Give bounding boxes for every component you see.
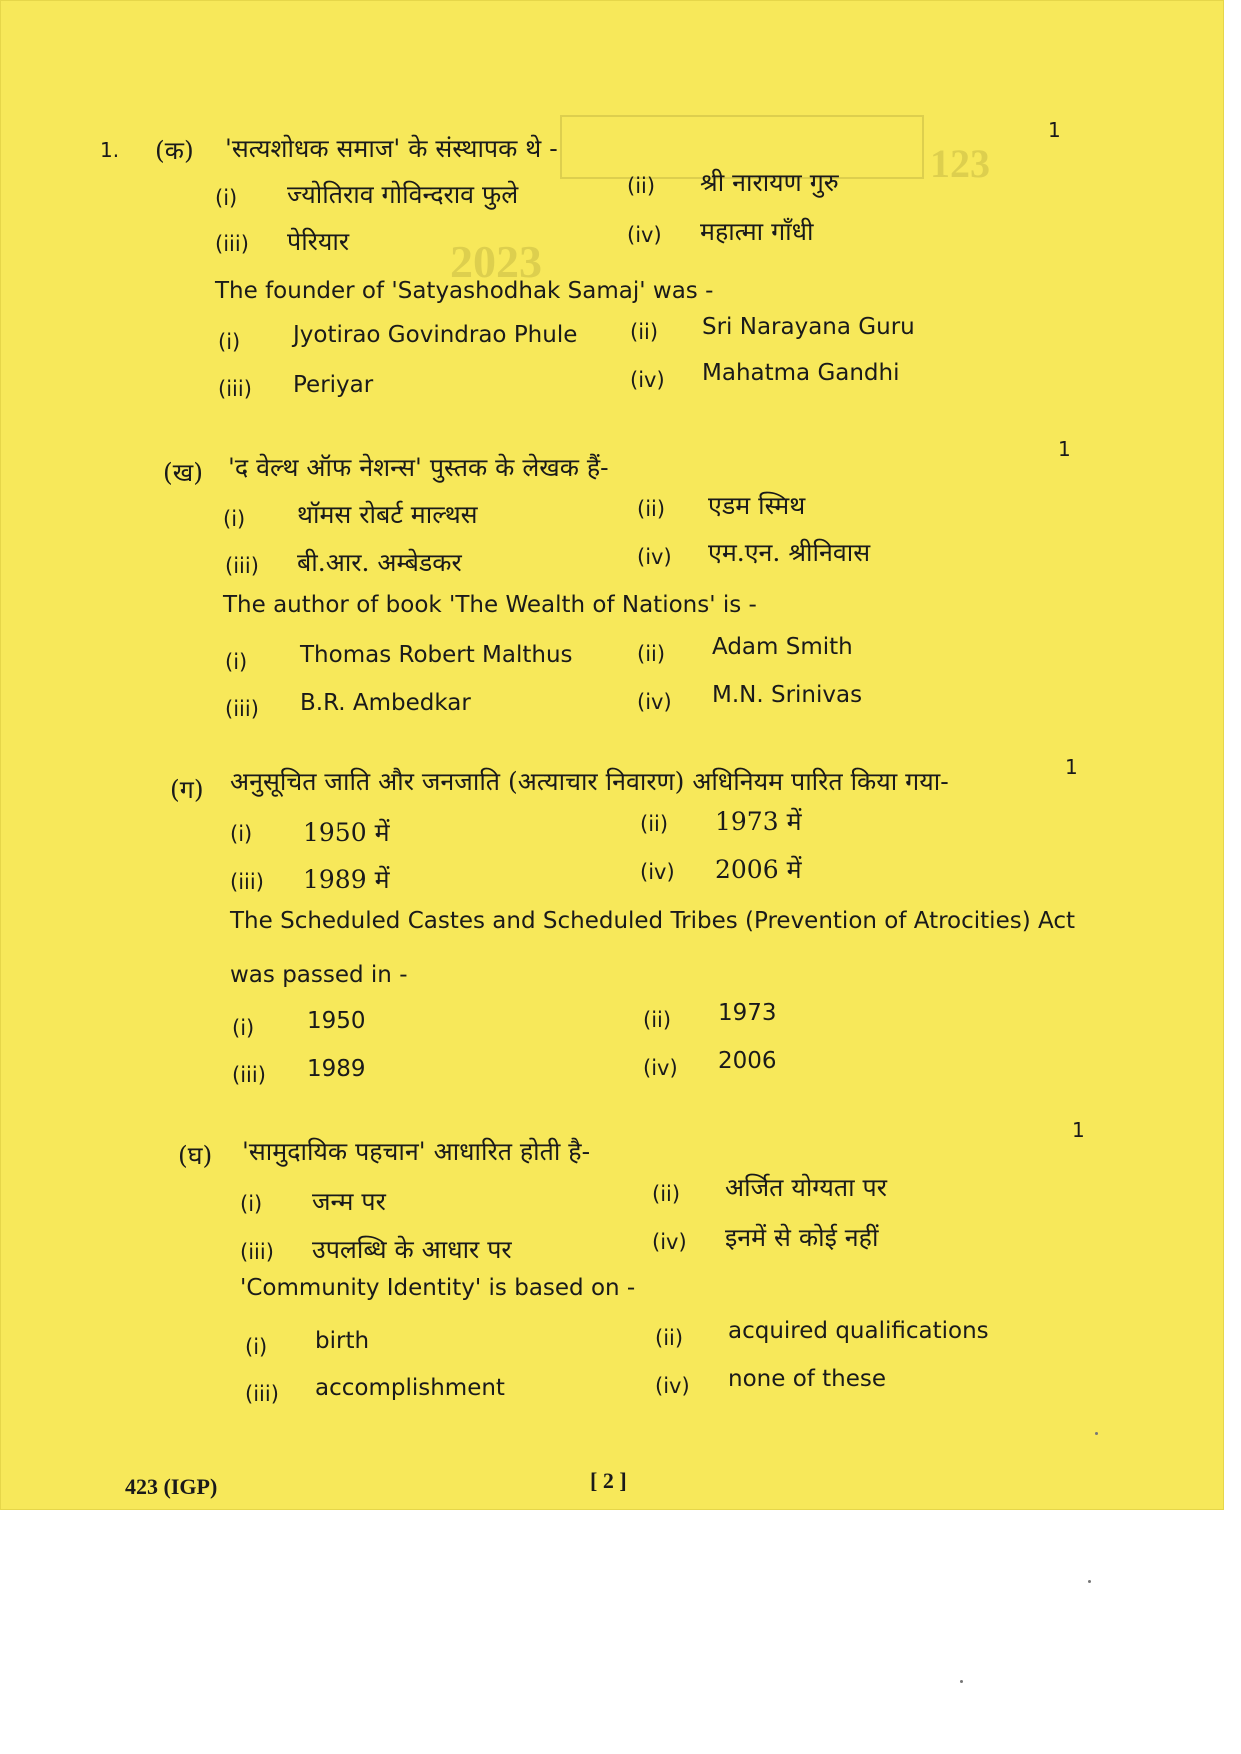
option-text-hindi: थॉमस रोबर्ट माल्थस [297, 500, 478, 529]
option-number: (i) [245, 1335, 268, 1359]
option-number: (ii) [652, 1182, 681, 1206]
option-text-hindi: अर्जित योग्यता पर [725, 1173, 887, 1202]
option-number: (iii) [230, 870, 264, 894]
option-text-hindi: बी.आर. अम्बेडकर [297, 548, 462, 577]
option-number: (iii) [218, 377, 252, 401]
option-text-hindi: महात्मा गाँधी [700, 217, 814, 246]
option-number: (i) [218, 330, 241, 354]
option-number: (iv) [643, 1056, 678, 1080]
option-number: (i) [240, 1192, 263, 1216]
option-text-english: Jyotirao Govindrao Phule [293, 322, 578, 348]
option-number: (ii) [637, 642, 666, 666]
option-text-hindi: 1989 में [303, 865, 390, 894]
page-number: [ 2 ] [590, 1468, 627, 1493]
marks: 1 [1065, 755, 1078, 779]
scan-speck [960, 1680, 963, 1683]
option-text-hindi: इनमें से कोई नहीं [725, 1223, 879, 1252]
option-text-hindi: पेरियार [287, 227, 350, 256]
question-text-hindi: 'द वेल्थ ऑफ नेशन्स' पुस्तक के लेखक हैं- [228, 453, 609, 482]
option-number: (i) [230, 822, 253, 846]
question-text-hindi: 'सत्यशोधक समाज' के संस्थापक थे - [225, 134, 558, 163]
option-text-hindi: ज्योतिराव गोविन्दराव फुले [287, 180, 519, 209]
option-text-english: 1950 [307, 1008, 366, 1034]
option-text-english: birth [315, 1328, 370, 1354]
option-text-english: Periyar [293, 372, 374, 398]
option-number: (i) [225, 650, 248, 674]
option-text-english: acquired qualifications [728, 1318, 989, 1344]
show-through-text: 123 [930, 141, 990, 186]
option-text-hindi: जन्म पर [312, 1187, 386, 1216]
option-number: (ii) [643, 1008, 672, 1032]
option-text-hindi: 2006 में [715, 855, 802, 884]
option-text-english: accomplishment [315, 1375, 505, 1401]
option-number: (ii) [655, 1326, 684, 1350]
option-text-english: none of these [728, 1366, 887, 1392]
option-text-english: Mahatma Gandhi [702, 360, 900, 386]
option-number: (iii) [225, 697, 259, 721]
question-text-english: 'Community Identity' is based on - [240, 1275, 636, 1301]
scan-speck [1088, 1580, 1091, 1583]
show-through-text: 2023 [450, 236, 542, 287]
question-text-english: The author of book 'The Wealth of Nations' is - [223, 592, 757, 618]
option-text-english: Adam Smith [712, 634, 853, 660]
question-text-english-cont: was passed in - [230, 962, 408, 988]
option-text-english: B.R. Ambedkar [300, 690, 471, 716]
part-label: (ग) [170, 775, 204, 804]
option-number: (iv) [637, 545, 672, 569]
option-number: (iv) [637, 690, 672, 714]
option-text-english: 1973 [718, 1000, 777, 1026]
option-text-english: Sri Narayana Guru [702, 314, 915, 340]
option-number: (ii) [637, 497, 666, 521]
option-number: (iii) [225, 554, 259, 578]
question-text-english: The founder of 'Satyashodhak Samaj' was - [215, 278, 714, 304]
option-number: (i) [215, 186, 238, 210]
question-text-english: The Scheduled Castes and Scheduled Tribes (Prevention of Atrocities) Act [230, 908, 1075, 934]
option-text-hindi: 1973 में [715, 807, 802, 836]
option-number: (iii) [215, 232, 249, 256]
part-label: (ख) [163, 458, 203, 487]
scan-speck [1095, 1432, 1098, 1435]
option-number: (ii) [630, 320, 659, 344]
option-number: (iii) [245, 1382, 279, 1406]
option-text-hindi: एडम स्मिथ [708, 491, 806, 520]
part-label: (घ) [178, 1141, 213, 1170]
marks: 1 [1048, 118, 1061, 142]
option-number: (iv) [640, 860, 675, 884]
marks: 1 [1072, 1118, 1085, 1142]
paper-code: 423 (IGP) [125, 1474, 218, 1499]
marks: 1 [1058, 437, 1071, 461]
option-text-english: Thomas Robert Malthus [300, 642, 573, 668]
question-text-hindi: अनुसूचित जाति और जनजाति (अत्याचार निवारण) अधिनियम पारित किया गया- [230, 767, 949, 796]
option-number: (iii) [232, 1063, 266, 1087]
question-number: 1. [100, 138, 120, 162]
option-text-hindi: एम.एन. श्रीनिवास [708, 538, 871, 567]
option-text-hindi: उपलब्धि के आधार पर [312, 1235, 512, 1264]
option-number: (i) [223, 507, 246, 531]
option-number: (iv) [652, 1230, 687, 1254]
option-number: (i) [232, 1016, 255, 1040]
option-number: (iii) [240, 1240, 274, 1264]
part-label: (क) [155, 136, 194, 165]
option-text-english: M.N. Srinivas [712, 682, 863, 708]
option-number: (ii) [627, 174, 656, 198]
option-text-hindi: 1950 में [303, 818, 390, 847]
option-text-english: 2006 [718, 1048, 777, 1074]
option-text-english: 1989 [307, 1056, 366, 1082]
option-number: (iv) [655, 1374, 690, 1398]
option-number: (ii) [640, 812, 669, 836]
question-text-hindi: 'सामुदायिक पहचान' आधारित होती है- [242, 1137, 591, 1166]
option-number: (iv) [630, 368, 665, 392]
option-number: (iv) [627, 223, 662, 247]
option-text-hindi: श्री नारायण गुरु [700, 168, 839, 197]
